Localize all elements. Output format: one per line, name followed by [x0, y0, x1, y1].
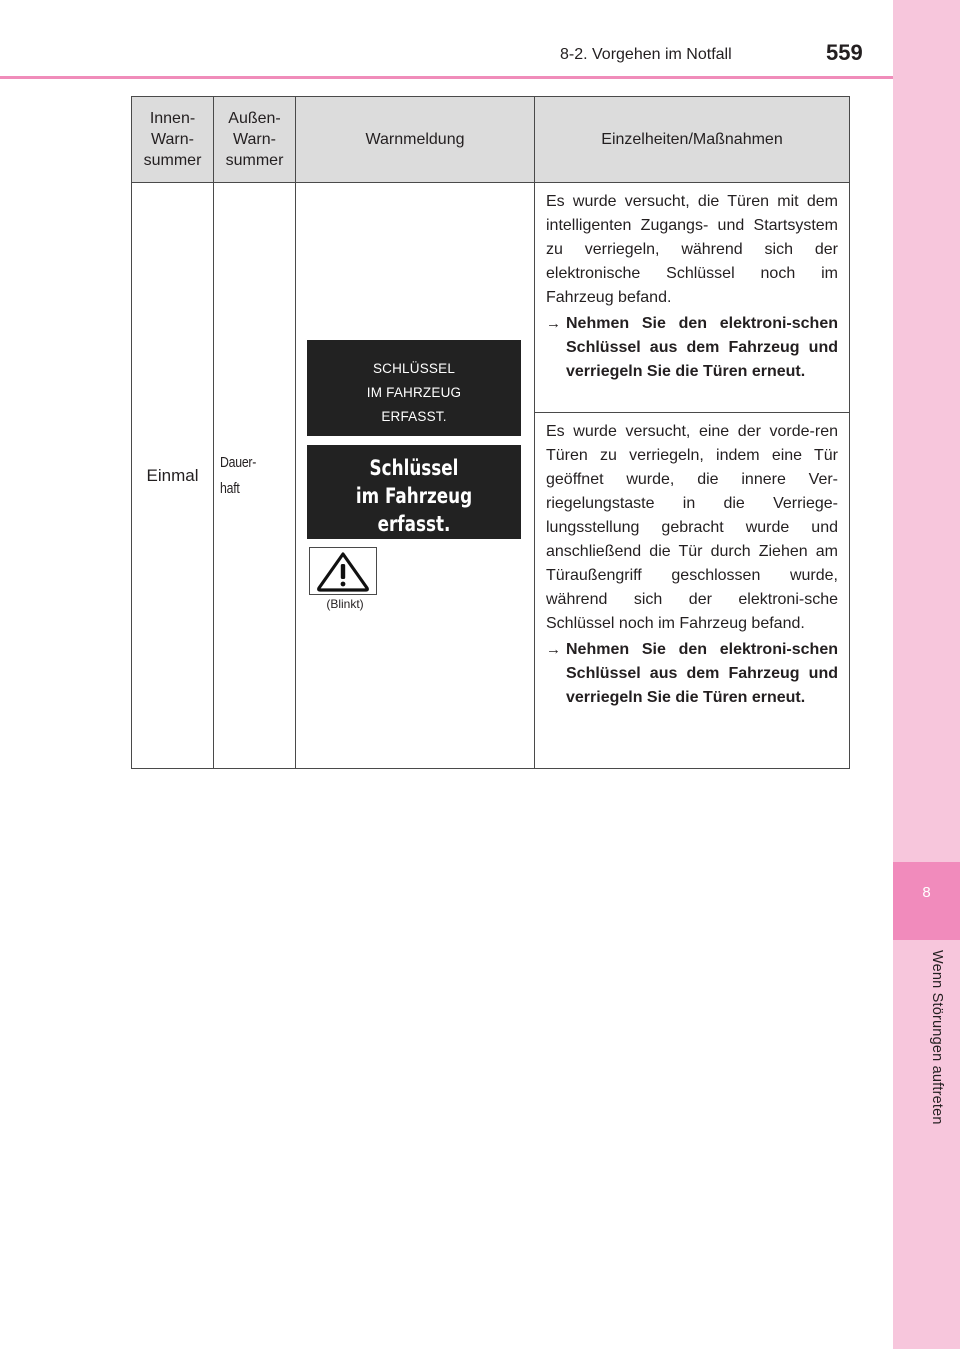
chapter-title: Wenn Störungen auftreten	[929, 950, 945, 1125]
table-row	[132, 183, 850, 413]
chapter-number: 8	[922, 884, 931, 901]
warning-triangle-icon	[309, 547, 377, 595]
detail-description: Es wurde versucht, eine der vorde-ren Türen zu verriegeln, indem eine Tür geöffnet wurde, die innere Ver-riegelungstaste in die Verriege-lungsstellung gebracht wurde und anschließend die Tür durch Ziehen am Türaußengriff geschlossen wurde, während sich der elektroni-sche Schlüssel noch im Fahrzeug befand.	[546, 423, 838, 632]
section-title: 8-2. Vorgehen im Notfall	[560, 46, 732, 63]
warning-table	[131, 96, 850, 769]
detail-description: Es wurde versucht, die Türen mit dem intelligenten Zugangs- und Startsystem zu verriegeln, während sich der elektronische Schlüssel noch im Fahrzeug befand.	[546, 193, 838, 306]
icon-caption: (Blinkt)	[326, 597, 364, 611]
page-number: 559	[826, 40, 863, 65]
inner-buzzer-value: Einmal	[132, 183, 214, 769]
warning-message-cell	[296, 183, 535, 769]
header-rule	[0, 76, 893, 79]
chapter-side-tab	[893, 0, 960, 1349]
display-message-mixedcase: Schlüssel im Fahrzeug erfasst.	[307, 445, 521, 539]
chapter-marker	[893, 862, 960, 940]
outer-buzzer-value: Dauer- haft	[214, 183, 296, 769]
detail-cell-2	[535, 413, 850, 769]
detail-cell-1	[535, 183, 850, 413]
header-outer-buzzer: Außen- Warn- summer	[214, 97, 296, 183]
display-message-uppercase: SCHLÜSSEL IM FAHRZEUG ERFASST.	[307, 340, 521, 436]
detail-action: → Nehmen Sie den elektroni-schen Schlüssel aus dem Fahrzeug und verriegeln Sie die Türen erneut.	[546, 638, 838, 710]
arrow-right-icon: →	[546, 641, 561, 658]
arrow-right-icon: →	[546, 315, 561, 332]
header-message: Warnmeldung	[296, 97, 535, 183]
detail-action: → Nehmen Sie den elektroni-schen Schlüssel aus dem Fahrzeug und verriegeln Sie die Türen erneut.	[546, 312, 838, 384]
table-header-row	[132, 97, 850, 183]
header-inner-buzzer: Innen- Warn- summer	[132, 97, 214, 183]
header-details: Einzelheiten/Maßnahmen	[535, 97, 850, 183]
